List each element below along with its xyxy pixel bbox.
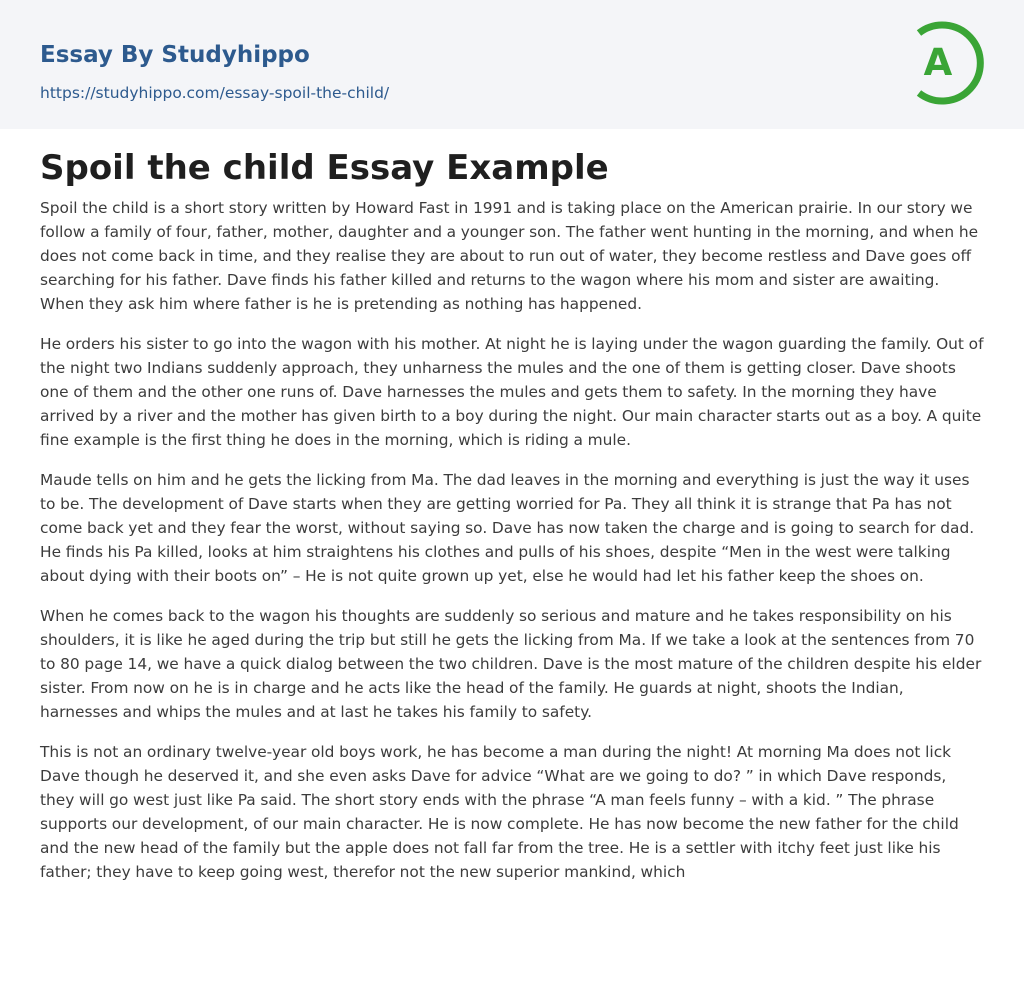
studyhippo-logo-icon[interactable] bbox=[912, 20, 986, 106]
paragraph: Spoil the child is a short story written by Howard Fast in 1991 and is taking place on the American prairie. In our story we follow a family of four, father, mother, daughter and a younger son. The father went hunting in the morning, and when he does not come back in time, and they realise they are about to run out of water, they become restless and Dave goes off searching for his father. Dave finds his father killed and returns to the wagon where his mom and sister are awaiting. When they ask him where father is he is pretending as nothing has happened. bbox=[40, 199, 979, 313]
paragraph: When he comes back to the wagon his thoughts are suddenly so serious and mature and he takes responsibility on his shoulders, it is like he aged during the trip but still he gets the licking from Ma. If we take a look at the sentences from 70 to 80 page 14, we have a quick dialog between the two children. Dave is the most mature of the children despite his elder sister. From now on he is in charge and he acts like the head of the family. He guards at night, shoots the Indian, harnesses and whips the mules and at last he takes his family to safety. bbox=[40, 607, 982, 721]
page-title: Spoil the child Essay Example bbox=[40, 148, 609, 188]
site-title[interactable]: Essay By Studyhippo bbox=[40, 42, 310, 68]
article-body bbox=[40, 196, 984, 884]
paragraph: This is not an ordinary twelve-year old boys work, he has become a man during the night! At morning Ma does not lick Dave though he deserved it, and she even asks Dave for advice “What are we going to do? ” in which Dave responds, they will go west just like Pa said. The short story ends with the phrase “A man feels funny – with a kid. ” The phrase supports our development, of our main character. He is now complete. He has now become the new father for the child and the new head of the family but the apple does not fall far from the tree. He is a settler with itchy feet just like his father; they have to keep going west, therefor not the new superior mankind, which bbox=[40, 743, 959, 881]
logo-letter: A bbox=[923, 41, 953, 84]
article bbox=[40, 146, 984, 900]
paragraph: Maude tells on him and he gets the licking from Ma. The dad leaves in the morning and everything is just the way it uses to be. The development of Dave starts when they are getting worried for Pa. They all think it is strange that Pa has not come back yet and they fear the worst, without saying so. Dave has now taken the charge and is going to search for dad. He finds his Pa killed, looks at him straightens his clothes and pulls of his shoes, despite “Men in the west were talking about dying with their boots on” – He is not quite grown up yet, else he would had let his father keep the shoes on. bbox=[40, 471, 975, 585]
site-header bbox=[0, 0, 1024, 129]
essay-url-link[interactable]: https://studyhippo.com/essay-spoil-the-child/ bbox=[40, 84, 390, 102]
paragraph: He orders his sister to go into the wagon with his mother. At night he is laying under the wagon guarding the family. Out of the night two Indians suddenly approach, they unharness the mules and the one of them is getting closer. Dave shoots one of them and the other one runs of. Dave harnesses the mules and gets them to safety. In the morning they have arrived by a river and the mother has given birth to a boy during the night. Our main character starts out as a boy. A quite fine example is the first thing he does in the morning, which is riding a mule. bbox=[40, 335, 984, 449]
